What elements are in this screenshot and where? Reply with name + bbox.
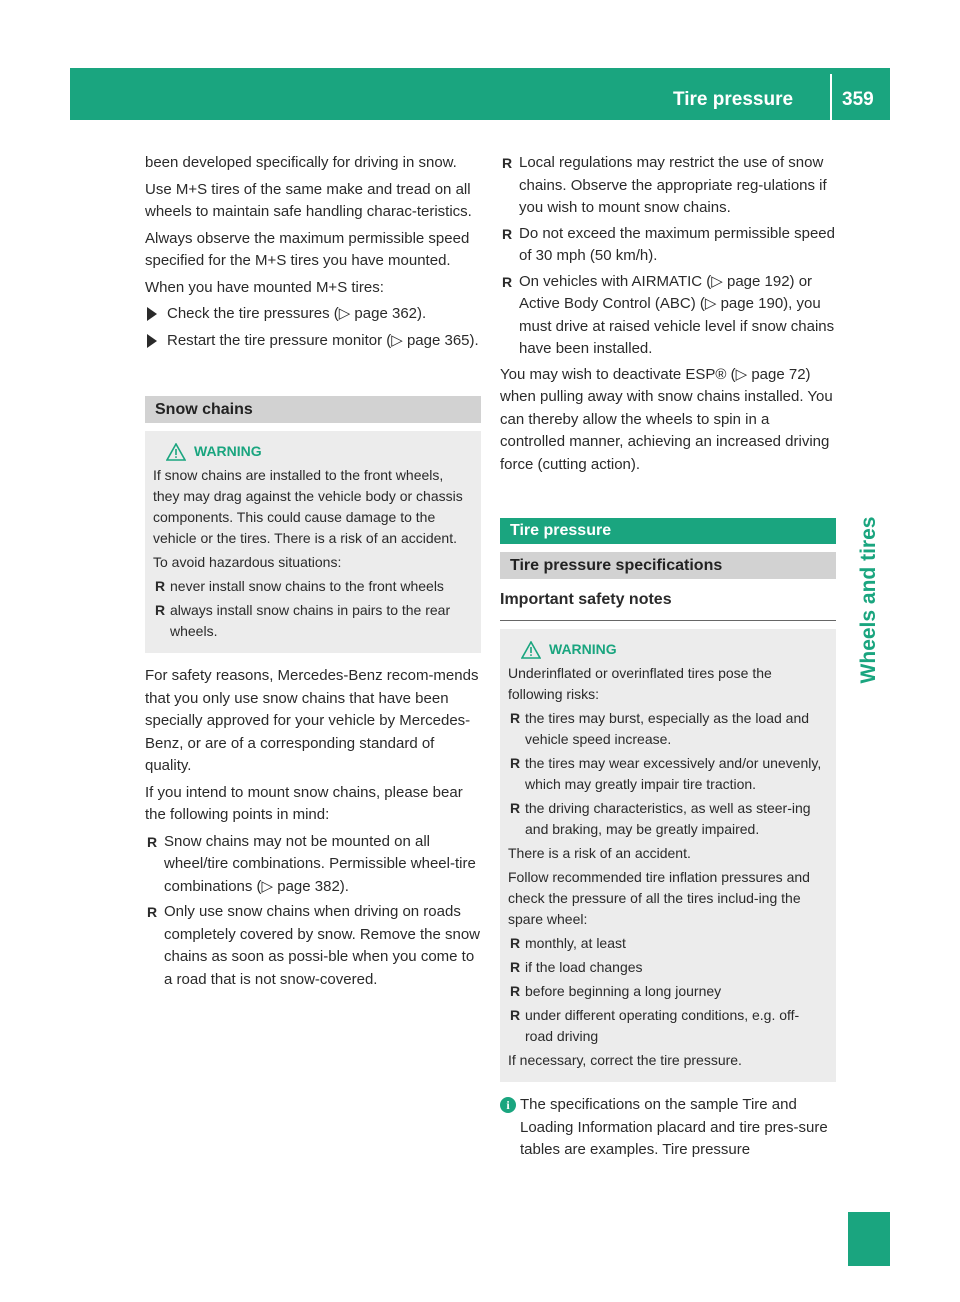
page-title: Tire pressure [673,89,794,110]
list-item-text: Only use snow chains when driving on roads completely covered by snow. Remove the snow chains as soon as possi-ble when you come to a road that is not snow-covered. [164,903,480,988]
list-item [500,271,836,361]
list-item-text: the tires may wear excessively and/or unevenly, which may greatly impair tire traction. [525,755,822,792]
warning-label: WARNING [549,641,617,657]
paragraph: Use M+S tires of the same make and tread on all wheels to maintain safe handling charac-teristics. [145,180,472,220]
subheading-safety-notes: Important safety notes [500,587,836,621]
action-arrow-icon [147,307,157,321]
header-divider [830,74,832,120]
list-item [508,957,826,978]
bullet-marker: R [510,983,521,999]
paragraph: If you intend to mount snow chains, please bear the following points in mind: [145,783,463,823]
left-column [145,152,481,994]
chapter-heading-tire-pressure: Tire pressure [500,518,836,544]
bullet-marker: R [510,800,521,816]
bullet-marker: R [510,755,521,771]
side-tab-marker [848,1212,890,1266]
bullet-marker: R [510,935,521,951]
list-item-text: always install snow chains in pairs to the rear wheels. [170,602,451,639]
list-item-text: the driving characteristics, as well as steer-ing and braking, may be greatly impaired. [525,800,811,837]
list-item [153,600,471,642]
list-item-text: On vehicles with AIRMATIC (▷ page 192) or Active Body Control (ABC) (▷ page 190), you must drive at raised vehicle level if snow chains have been installed. [519,272,835,357]
list-item-text: Do not exceed the maximum permissible speed of 30 mph (50 km/h). [519,224,835,264]
bullet-marker: R [510,710,521,726]
list-item [508,753,826,795]
page-number: 359 [842,89,874,110]
list-item [145,901,481,991]
paragraph: For safety reasons, Mercedes-Benz recom-mends that you only use snow chains that have been specially approved for your vehicle by Mercedes-Benz, or are of a corresponding standard of quality. [145,667,479,774]
section-heading-snow-chains: Snow chains [145,396,481,423]
bullet-marker: R [502,155,513,171]
action-text: Check the tire pressures (▷ page 362). [167,305,427,322]
list-item [508,933,826,954]
bullet-marker: R [502,225,513,242]
list-item-text: Snow chains may not be mounted on all wheel/tire combinations. Permissible wheel-tire combinations (▷ page 382). [164,832,476,895]
paragraph: been developed specifically for driving in snow. [145,154,457,171]
paragraph: When you have mounted M+S tires: [145,278,384,296]
warning-text: Underinflated or overinflated tires pose the following risks: [508,665,772,702]
bullet-marker: R [510,1007,521,1023]
list-item-text: before beginning a long journey [525,983,722,999]
list-item-text: under different operating conditions, e.g. off-road driving [525,1007,800,1044]
bullet-marker: R [155,602,166,618]
bullet-marker: R [147,904,158,920]
list-item [500,223,836,268]
side-tab-label: Wheels and tires [857,516,880,684]
list-item [500,152,836,220]
warning-text: If necessary, correct the tire pressure. [508,1052,742,1068]
list-item-text: if the load changes [525,959,643,975]
section-heading-specifications: Tire pressure specifications [500,552,836,579]
warning-label: WARNING [194,443,262,459]
warning-header [153,441,471,462]
list-item [508,708,826,750]
action-step [145,303,481,326]
action-step [145,330,481,353]
bullet-marker: R [147,833,158,850]
info-icon: i [500,1097,516,1113]
bullet-marker: R [510,959,521,975]
list-item-text: Local regulations may restrict the use of snow chains. Observe the appropriate reg-ulations if you wish to mount snow chains. [519,154,827,216]
action-arrow-icon [147,334,157,348]
list-item-text: monthly, at least [525,935,626,951]
list-item [153,576,471,597]
warning-text: Follow recommended tire inflation pressures and check the pressure of all the tires includ-ing the spare wheel: [508,869,810,927]
list-item [508,1005,826,1047]
list-item [508,981,826,1002]
warning-header [508,639,826,660]
warning-text: To avoid hazardous situations: [153,554,342,570]
action-text: Restart the tire pressure monitor (▷ page 365). [167,331,479,349]
list-item [508,798,826,840]
bullet-marker: R [502,273,513,290]
info-note [500,1094,836,1162]
warning-triangle-icon [521,641,541,659]
list-item-text: never install snow chains to the front wheels [170,578,444,594]
warning-text: There is a risk of an accident. [508,845,691,861]
list-item [145,831,481,899]
warning-text: If snow chains are installed to the front wheels, they may drag against the vehicle body or chassis components. This could cause damage to the vehicle or the tires. There is a risk of an accident. [153,467,463,546]
paragraph: Always observe the maximum permissible speed specified for the M+S tires you have mounted. [145,229,470,269]
bullet-marker: R [155,578,166,594]
list-item-text: the tires may burst, especially as the load and vehicle speed increase. [525,710,810,747]
right-column [500,152,836,1162]
info-text: The specifications on the sample Tire and Loading Information placard and tire pres-sure tables are examples. Tire pressure [520,1096,828,1158]
warning-box [500,629,836,1082]
warning-box [145,431,481,653]
paragraph: You may wish to deactivate ESP® (▷ page 72) when pulling away with snow chains installed. You can thereby allow the wheels to spin in a controlled manner, achieving an increased driving force (cutting action). [500,365,833,473]
warning-triangle-icon [166,443,186,461]
